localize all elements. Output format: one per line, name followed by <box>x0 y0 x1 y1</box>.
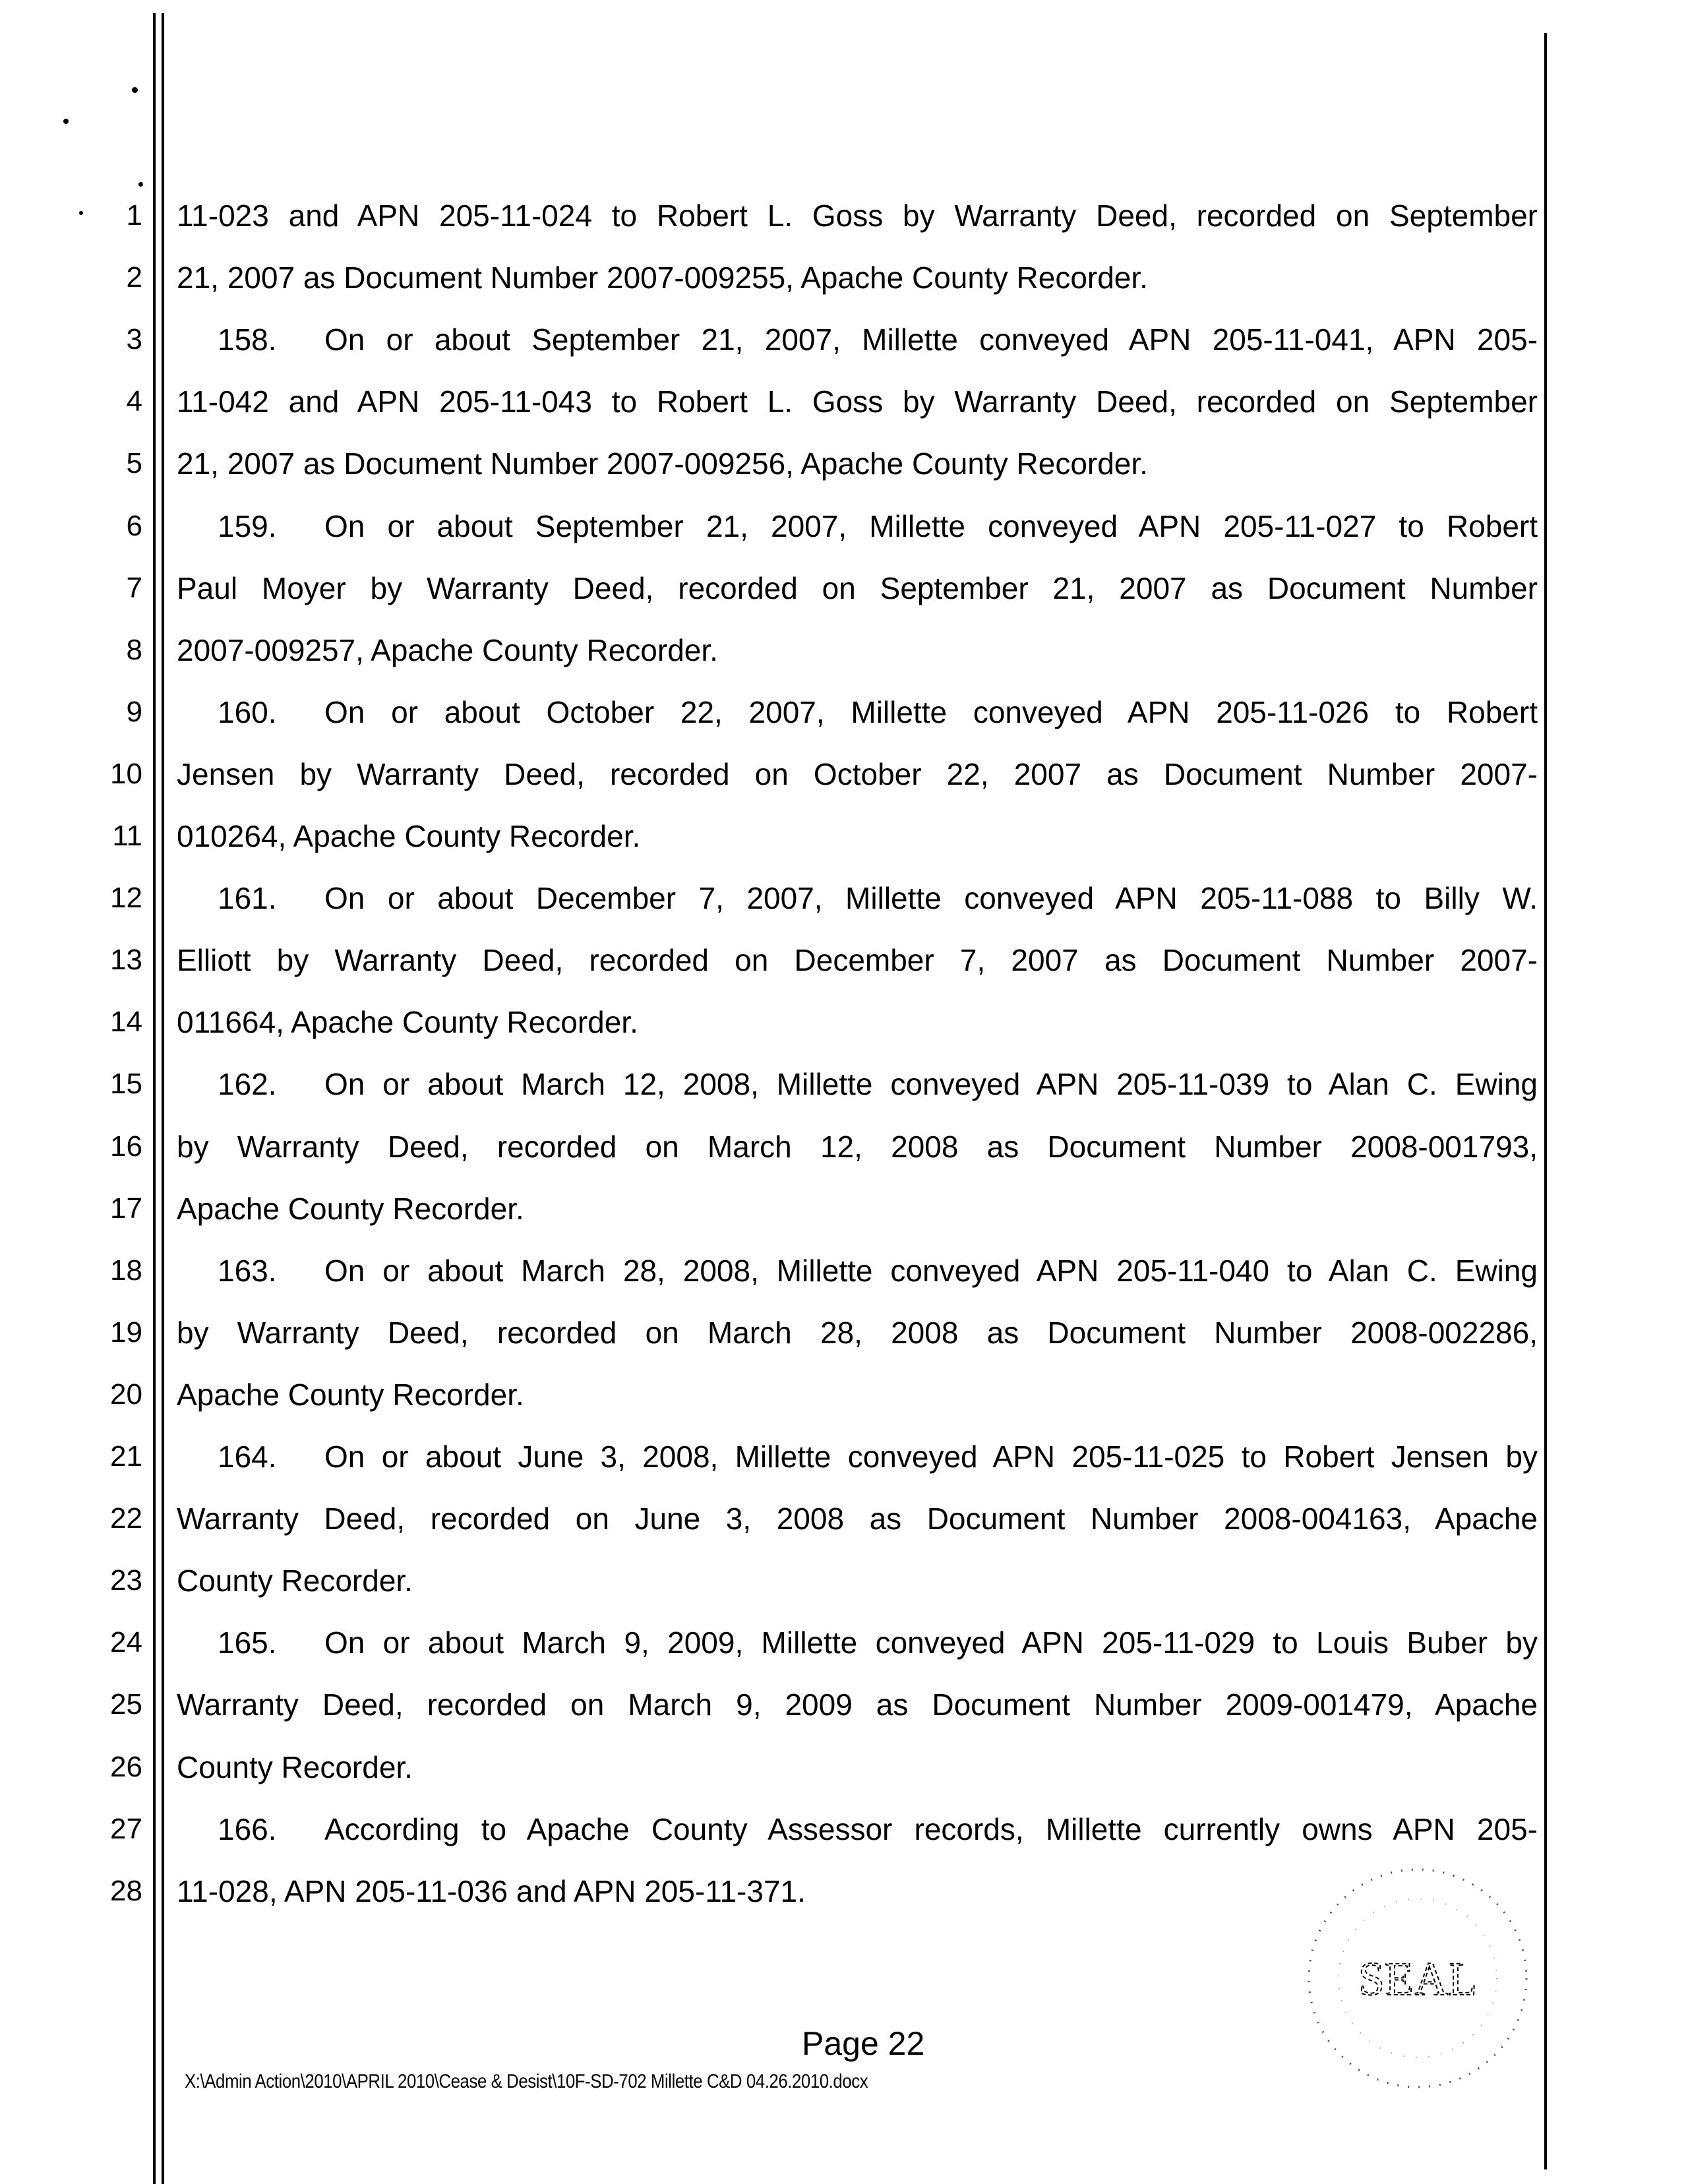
text-line <box>177 557 1538 619</box>
paragraph-number: 160. <box>218 694 277 729</box>
line-number: 24 <box>110 1626 142 1659</box>
line-text: Elliott by Warranty Deed, recorded on December 7, 2007 as Document Number 2007- <box>177 943 1538 978</box>
line-text: Paul Moyer by Warranty Deed, recorded on September 21, 2007 as Document Number <box>177 570 1538 605</box>
margin-speck <box>79 211 83 215</box>
paragraph-number: 162. <box>218 1067 277 1102</box>
text-line <box>177 185 1538 247</box>
line-text: County Recorder. <box>177 1563 413 1598</box>
line-text: 011664, Apache County Recorder. <box>177 1005 638 1040</box>
line-number: 12 <box>110 882 142 915</box>
line-text: On or about March 9, 2009, Millette conveyed APN 205-11-029 to Louis Buber by <box>324 1625 1538 1660</box>
line-number: 26 <box>110 1750 142 1783</box>
line-number: 15 <box>110 1068 142 1101</box>
line-number: 10 <box>110 757 142 790</box>
line-number: 25 <box>110 1688 142 1721</box>
line-text: On or about December 7, 2007, Millette conveyed APN 205-11-088 to Billy W. <box>324 881 1538 916</box>
paragraph-number: 163. <box>218 1253 277 1288</box>
line-number: 6 <box>126 509 142 542</box>
text-line <box>177 1302 1538 1364</box>
state-seal-stamp <box>1279 1846 1556 2137</box>
left-margin-rule-outer <box>153 13 156 2184</box>
line-number: 17 <box>110 1192 142 1225</box>
line-number: 7 <box>126 571 142 604</box>
line-text: According to Apache County Assessor records, Millette currently owns APN 205- <box>324 1811 1538 1846</box>
line-text: 11-023 and APN 205-11-024 to Robert L. Goss by Warranty Deed, recorded on September <box>177 198 1538 233</box>
text-line <box>177 1488 1538 1550</box>
line-number: 13 <box>110 944 142 977</box>
file-path-footer: X:\Admin Action\2010\APRIL 2010\Cease & Desist\10F-SD-702 Millette C&D 04.26.2010.docx <box>185 2071 868 2092</box>
text-line <box>177 805 1538 867</box>
line-text: Apache County Recorder. <box>177 1191 524 1226</box>
text-line <box>177 1550 1538 1612</box>
line-number: 5 <box>126 447 142 480</box>
line-number: 3 <box>126 323 142 356</box>
line-text: On or about September 21, 2007, Millette conveyed APN 205-11-027 to Robert <box>324 508 1538 543</box>
text-line <box>177 743 1538 805</box>
line-text: Warranty Deed, recorded on March 9, 2009 as Document Number 2009-001479, Apache <box>177 1687 1538 1722</box>
paragraph-number: 158. <box>218 322 277 357</box>
line-number: 8 <box>126 633 142 666</box>
line-text: On or about March 12, 2008, Millette conveyed APN 205-11-039 to Alan C. Ewing <box>324 1067 1538 1102</box>
line-text: 11-028, APN 205-11-036 and APN 205-11-371. <box>177 1873 806 1908</box>
paragraph-start-line <box>177 1426 1538 1488</box>
paragraph-start-line <box>177 867 1538 929</box>
text-line <box>177 1116 1538 1178</box>
line-number: 1 <box>126 199 142 231</box>
line-number: 27 <box>110 1812 142 1845</box>
paragraph-start-line <box>177 495 1538 557</box>
paragraph-start-line <box>177 681 1538 743</box>
line-text: Apache County Recorder. <box>177 1377 524 1412</box>
text-line <box>177 619 1538 681</box>
line-text: On or about October 22, 2007, Millette conveyed APN 205-11-026 to Robert <box>324 694 1538 729</box>
text-line <box>177 991 1538 1053</box>
line-number: 23 <box>110 1564 142 1597</box>
line-text: 2007-009257, Apache County Recorder. <box>177 632 718 667</box>
line-text: 21, 2007 as Document Number 2007-009256, Apache County Recorder. <box>177 446 1148 481</box>
svg-text:SEAL: SEAL <box>1358 1953 1477 2005</box>
paragraph-start-line <box>177 1612 1538 1674</box>
line-text: 11-042 and APN 205-11-043 to Robert L. Goss by Warranty Deed, recorded on September <box>177 384 1538 419</box>
line-text: On or about September 21, 2007, Millette conveyed APN 205-11-041, APN 205- <box>324 322 1538 357</box>
text-line <box>177 1736 1538 1798</box>
text-line <box>177 433 1538 495</box>
line-number: 4 <box>126 385 142 418</box>
line-number: 28 <box>110 1874 142 1907</box>
left-margin-rule-inner <box>162 13 164 2184</box>
line-number: 16 <box>110 1130 142 1163</box>
line-text: On or about June 3, 2008, Millette conveyed APN 205-11-025 to Robert Jensen by <box>324 1440 1538 1474</box>
line-number: 19 <box>110 1316 142 1349</box>
paragraph-start-line <box>177 309 1538 371</box>
page-number: Page 22 <box>802 2025 925 2062</box>
line-text: 010264, Apache County Recorder. <box>177 819 641 853</box>
text-line <box>177 247 1538 309</box>
line-text: County Recorder. <box>177 1749 413 1784</box>
text-line <box>177 1178 1538 1240</box>
line-number: 20 <box>110 1378 142 1410</box>
line-number: 9 <box>126 695 142 728</box>
text-line <box>177 929 1538 991</box>
paragraph-start-line <box>177 1053 1538 1115</box>
line-number: 14 <box>110 1006 142 1039</box>
paragraph-number: 164. <box>218 1440 277 1474</box>
line-text: by Warranty Deed, recorded on March 12, 2008 as Document Number 2008-001793, <box>177 1129 1538 1164</box>
line-number: 2 <box>126 261 142 294</box>
line-text: On or about March 28, 2008, Millette conveyed APN 205-11-040 to Alan C. Ewing <box>324 1253 1538 1288</box>
margin-speck <box>132 87 138 93</box>
paragraph-number: 159. <box>218 508 277 543</box>
paragraph-number: 166. <box>218 1811 277 1846</box>
line-number: 11 <box>112 820 142 852</box>
line-text: Jensen by Warranty Deed, recorded on October 22, 2007 as Document Number 2007- <box>177 756 1538 791</box>
line-number: 21 <box>110 1440 142 1472</box>
margin-speck <box>63 119 69 124</box>
paragraph-number: 161. <box>218 881 277 916</box>
line-text: 21, 2007 as Document Number 2007-009255, Apache County Recorder. <box>177 260 1148 295</box>
line-text: by Warranty Deed, recorded on March 28, 2008 as Document Number 2008-002286, <box>177 1315 1538 1350</box>
text-line <box>177 1674 1538 1736</box>
paragraph-number: 165. <box>218 1625 277 1660</box>
text-line <box>177 371 1538 433</box>
line-number: 18 <box>110 1254 142 1287</box>
line-number: 22 <box>110 1502 142 1535</box>
text-line <box>177 1364 1538 1426</box>
line-text: Warranty Deed, recorded on June 3, 2008 as Document Number 2008-004163, Apache <box>177 1502 1538 1536</box>
paragraph-start-line <box>177 1240 1538 1302</box>
